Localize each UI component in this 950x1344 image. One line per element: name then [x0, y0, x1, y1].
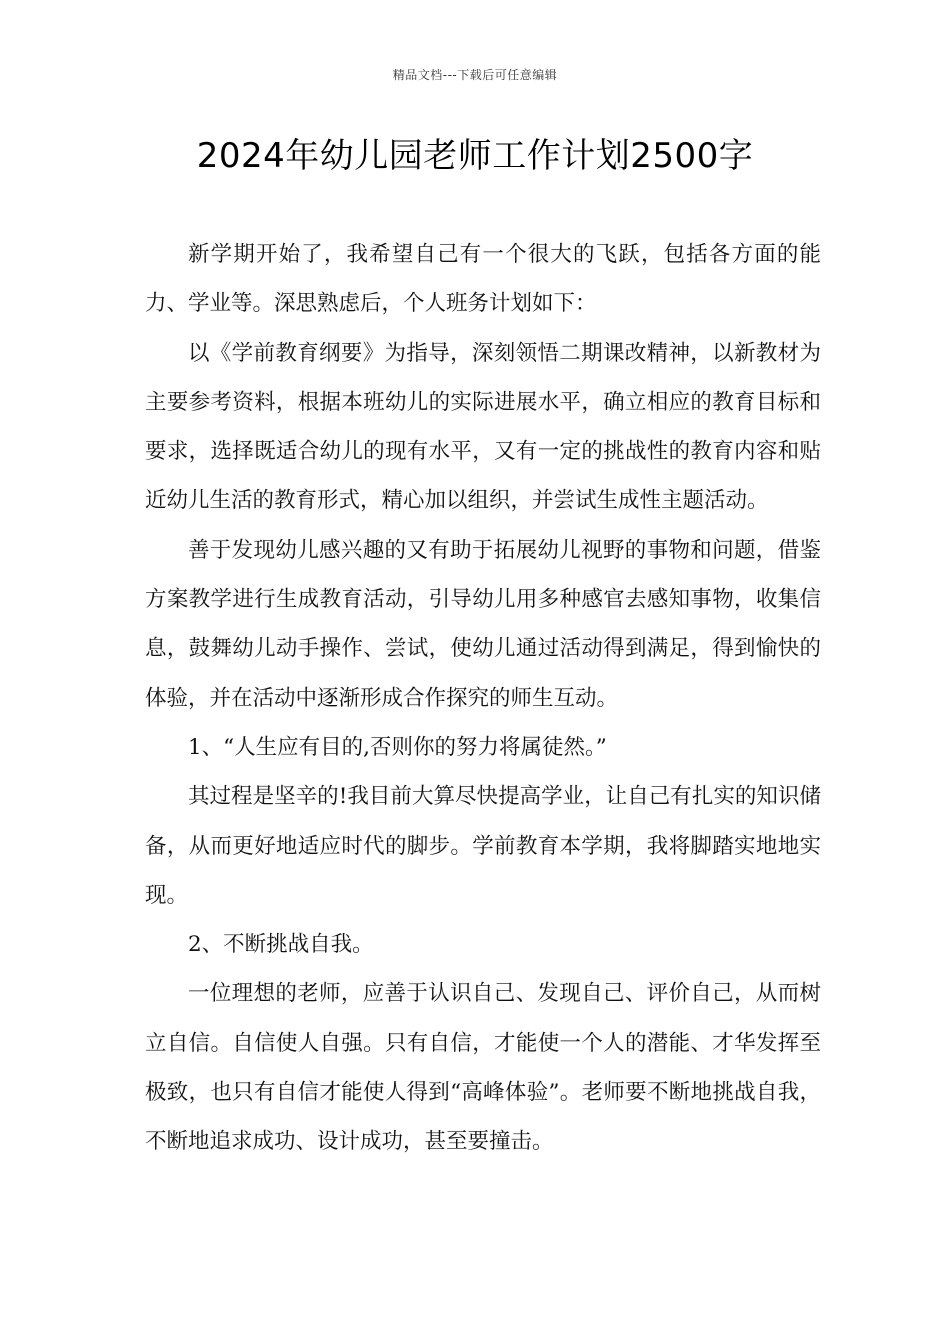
document-body	[145, 230, 821, 1167]
paragraph-ideal-teacher: 一位理想的老师，应善于认识自己、发现自己、评价自己，从而树立自信。自信使人自强。只有自信，才能使一个人的潜能、才华发挥至极致，也只有自信才能使人得到“高峰体验”。老师要不断地挑战自我，不断地追求成功、设计成功，甚至要撞击。	[145, 981, 821, 1155]
paragraph-guideline: 以《学前教育纲要》为指导，深刻领悟二期课改精神，以新教材为主要参考资料，根据本班幼儿的实际进展水平，确立相应的教育目标和要求，选择既适合幼儿的现有水平，又有一定的挑战性的教育内容和贴近幼儿生活的教育形式，精心加以组织，并尝试生成性主题活动。	[145, 340, 821, 514]
paragraph-process: 其过程是坚辛的!我目前大算尽快提高学业，让自己有扎实的知识储备，从而更好地适应时代的脚步。学前教育本学期，我将脚踏实地地实现。	[145, 784, 821, 908]
header-note: 精品文档---下载后可任意编辑	[392, 68, 558, 82]
paragraph-heading-2: 2、不断挑战自我。	[188, 932, 374, 958]
paragraph-discovery: 善于发现幼儿感兴趣的又有助于拓展幼儿视野的事物和问题，借鉴方案教学进行生成教育活动，引导幼儿用多种感官去感知事物，收集信息，鼓舞幼儿动手操作、尝试，使幼儿通过活动得到满足，得到愉快的体验，并在活动中逐渐形成合作探究的师生互动。	[145, 537, 821, 711]
document-title: 2024年幼儿园老师工作计划2500字	[196, 136, 754, 176]
paragraph-intro: 新学期开始了，我希望自己有一个很大的飞跃，包括各方面的能力、学业等。深思熟虑后，个人班务计划如下：	[145, 242, 821, 317]
paragraph-heading-1: 1、“人生应有目的,否则你的努力将属徒然。”	[188, 734, 607, 760]
